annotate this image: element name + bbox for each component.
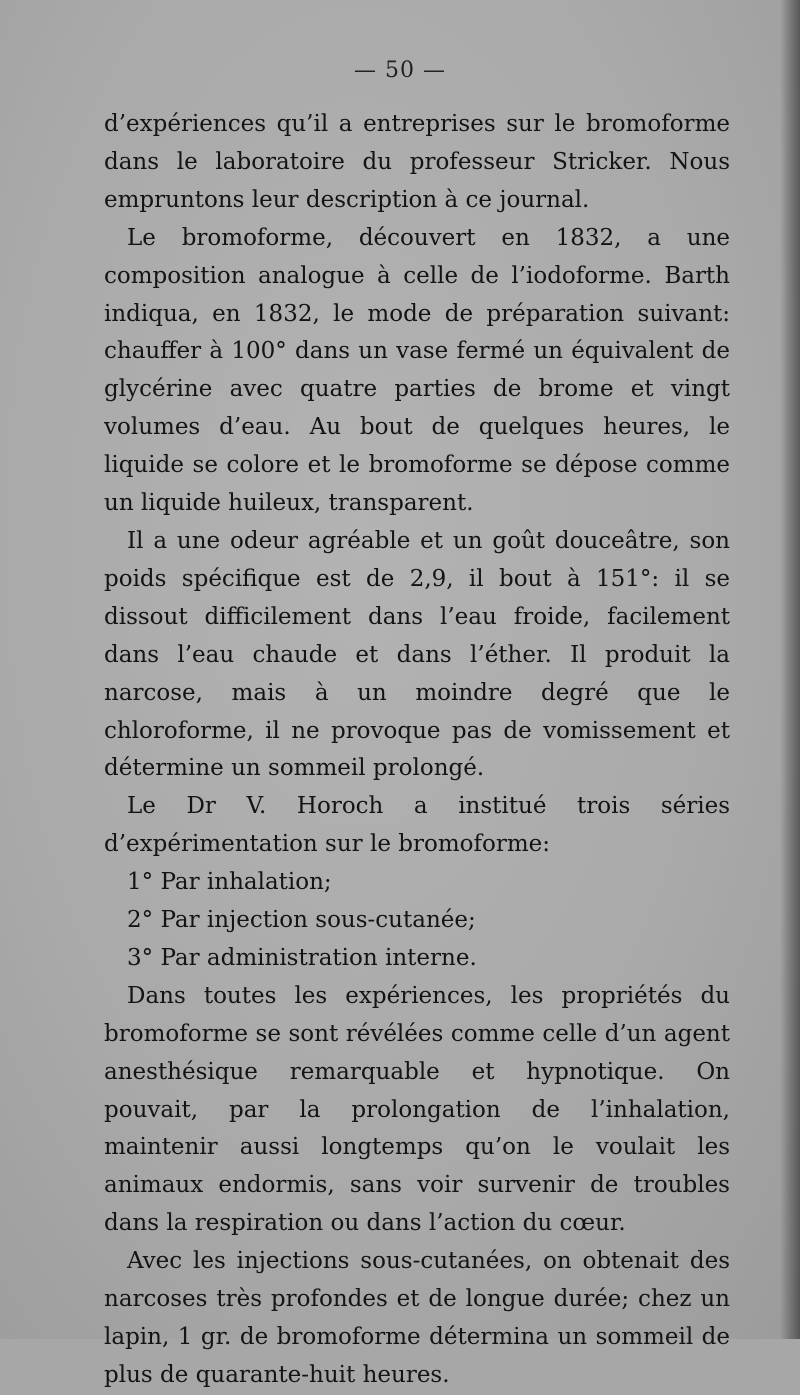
body-text <box>104 106 730 1395</box>
list-item-3: 3° Par administration interne. <box>127 944 477 971</box>
list-item-2: 2° Par injection sous-cutanée; <box>127 907 476 934</box>
page-number: — 50 — <box>354 58 446 83</box>
list-item-1: 1° Par inhalation; <box>127 869 332 896</box>
paragraph-1: d’expériences qu’il a entreprises sur le bromoforme dans le laboratoire du professeur Stricker. Nous empruntons leur description à ce journal. <box>104 111 730 213</box>
paragraph-2: Le bromoforme, découvert en 1832, a une composition analogue à celle de l’iodoforme. Barth indiqua, en 1832, le mode de préparation suivant: chauffer à 100° dans un vase fermé un équivalent de glycérine avec quatre parties de brome et vingt volumes d’eau. Au bout de quelques heures, le liquide se colore et le bromoforme se dépose comme un liquide huileux, transparent. <box>104 224 730 517</box>
paragraph-4: Le Dr V. Horoch a institué trois séries d’expérimentation sur le bromoforme: <box>104 793 730 858</box>
paragraph-3: Il a une odeur agréable et un goût douceâtre, son poids spécifique est de 2,9, il bout à 151°: il se dissout difficilement dans l’eau froide, facilement dans l’eau chaude et dans l’éther. Il produit la narcose, mais à un moindre degré que le chloroforme, il ne provoque pas de vomissement et détermine un sommeil prolongé. <box>104 527 730 782</box>
paragraph-5: Dans toutes les expériences, les propriétés du bromoforme se sont révélées comme celle d’un agent anesthésique remarquable et hypnotique. On pouvait, par la prolongation de l’inhalation, maintenir aussi longtemps qu’on le voulait les animaux endormis, sans voir survenir de troubles dans la respiration ou dans l’action du cœur. <box>104 982 730 1237</box>
page-edge-shadow <box>780 0 800 1339</box>
paragraph-6: Avec les injections sous-cutanées, on obtenait des narcoses très profondes et de longue durée; chez un lapin, 1 gr. de bromoforme détermina un sommeil de plus de quarante-huit heures. <box>104 1248 730 1388</box>
